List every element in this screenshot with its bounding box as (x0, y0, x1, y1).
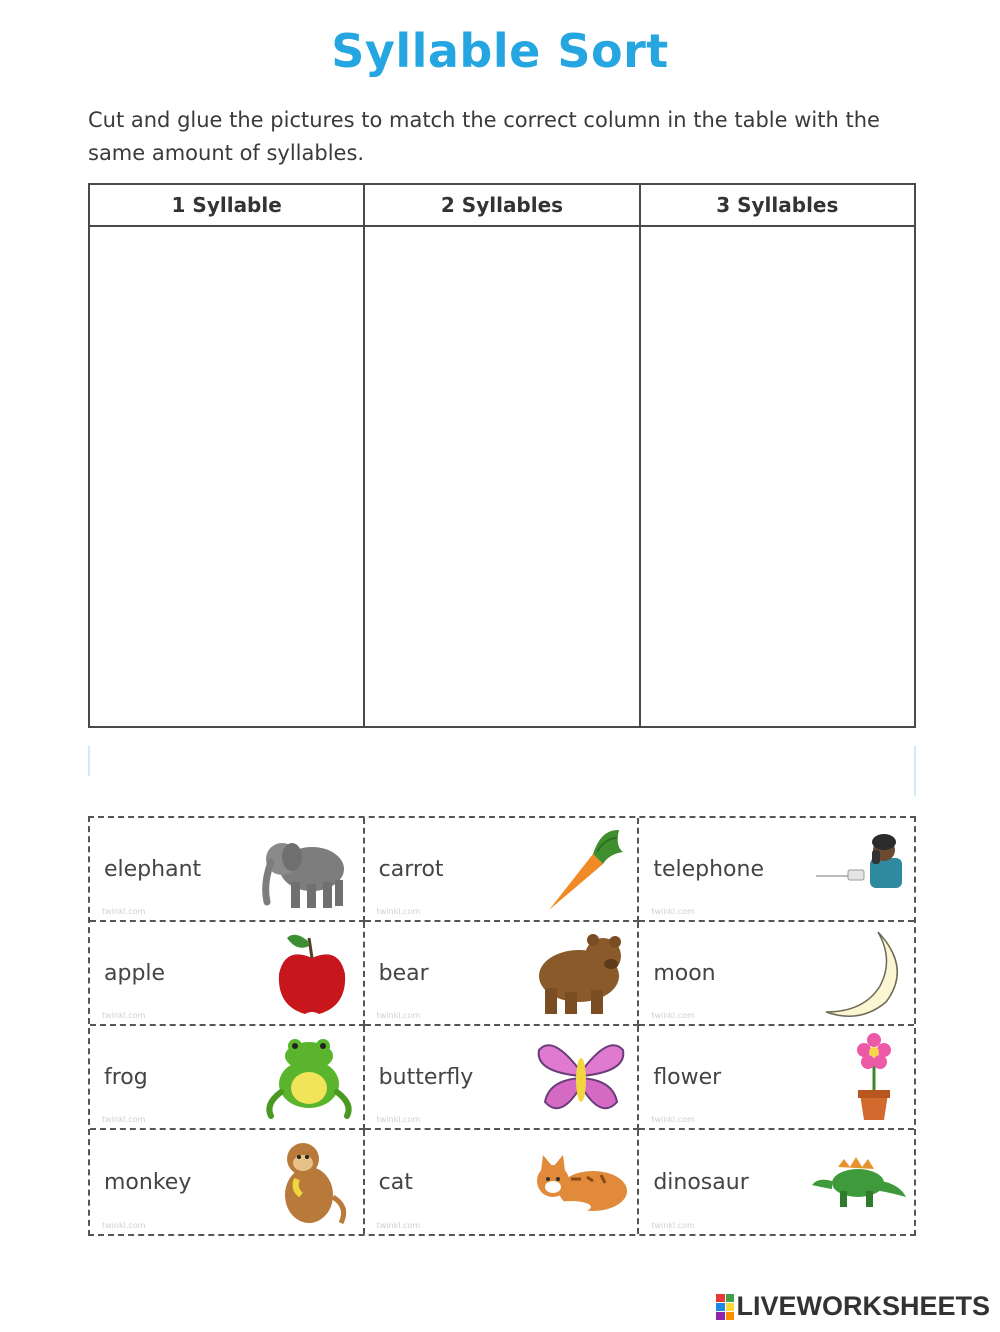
card-butterfly[interactable] (365, 1026, 640, 1130)
apple-icon (257, 928, 357, 1018)
card-cat[interactable] (365, 1130, 640, 1234)
card-word: dinosaur (653, 1169, 749, 1195)
drop-zone-2-syllables[interactable] (365, 227, 638, 726)
watermark: twinkl.com (376, 1221, 421, 1230)
cat-icon (531, 1137, 631, 1227)
card-carrot[interactable] (365, 818, 640, 922)
card-word: telephone (653, 856, 764, 882)
card-dinosaur[interactable] (639, 1130, 914, 1234)
watermark: twinkl.com (102, 907, 146, 916)
watermark: twinkl.com (651, 1011, 695, 1020)
watermark: twinkl.com (651, 1221, 695, 1230)
card-elephant[interactable] (90, 818, 365, 922)
column-3-syllables (641, 185, 914, 726)
column-1-syllable (90, 185, 365, 726)
carrot-icon (531, 824, 631, 914)
card-word: carrot (378, 856, 444, 882)
watermark: twinkl.com (651, 1115, 695, 1124)
watermark: twinkl.com (376, 1011, 421, 1020)
card-frog[interactable] (90, 1026, 365, 1130)
liveworksheets-brand[interactable] (716, 1291, 990, 1322)
card-word: cat (378, 1169, 413, 1195)
card-monkey[interactable] (90, 1130, 365, 1234)
telephone-icon (808, 824, 908, 914)
monkey-icon (257, 1137, 357, 1227)
bear-icon (531, 928, 631, 1018)
worksheet-title: Syllable Sort (331, 24, 669, 78)
elephant-icon (257, 824, 357, 914)
brand-name: LIVEWORKSHEETS (736, 1291, 990, 1321)
watermark: twinkl.com (102, 1011, 146, 1020)
card-word: frog (104, 1064, 148, 1090)
card-word: bear (378, 960, 429, 986)
column-header: 3 Syllables (641, 185, 914, 227)
card-word: butterfly (378, 1064, 474, 1090)
watermark: twinkl.com (651, 907, 695, 916)
column-header: 2 Syllables (365, 185, 638, 227)
watermark: twinkl.com (102, 1221, 146, 1230)
watermark: twinkl.com (376, 907, 421, 916)
drop-zone-3-syllables[interactable] (641, 227, 914, 726)
card-bear[interactable] (365, 922, 640, 1026)
liveworksheets-logo-icon (716, 1294, 734, 1320)
card-moon[interactable] (639, 922, 914, 1026)
card-telephone[interactable] (639, 818, 914, 922)
moon-icon (808, 928, 908, 1018)
column-header: 1 Syllable (90, 185, 363, 227)
watermark: twinkl.com (376, 1115, 421, 1124)
card-word: monkey (104, 1169, 192, 1195)
cut-guide-marks (88, 746, 916, 796)
column-2-syllables (365, 185, 640, 726)
drop-zone-1-syllable[interactable] (90, 227, 363, 726)
picture-cards-grid (88, 816, 916, 1236)
card-flower[interactable] (639, 1026, 914, 1130)
frog-icon (257, 1032, 357, 1122)
watermark: twinkl.com (102, 1115, 146, 1124)
card-apple[interactable] (90, 922, 365, 1026)
instructions-text: Cut and glue the pictures to match the correct column in the table with the same amount of syllables. (88, 108, 880, 165)
card-word: elephant (104, 856, 202, 882)
syllable-sort-table (88, 183, 916, 728)
butterfly-icon (531, 1032, 631, 1122)
dinosaur-icon (808, 1137, 908, 1227)
flower-icon (808, 1032, 908, 1122)
card-word: apple (104, 960, 166, 986)
card-word: moon (653, 960, 716, 986)
card-word: flower (653, 1064, 722, 1090)
